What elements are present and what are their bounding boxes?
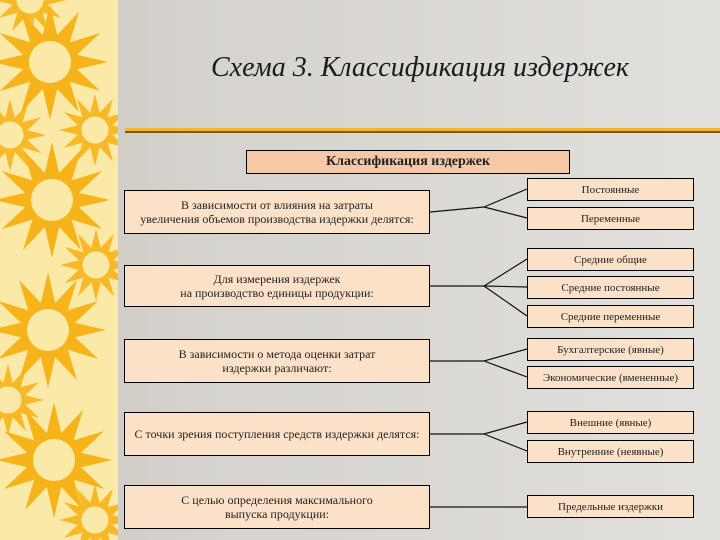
type-box-1-2: Средние переменные: [527, 305, 694, 328]
criterion-label-0: В зависимости от влияния на затраты увеличения объемов производства издержки делятся:: [140, 198, 414, 226]
type-box-0-1: Переменные: [527, 207, 694, 230]
type-box-0-0: Постоянные: [527, 178, 694, 201]
connector-line-1-1: [484, 286, 527, 287]
criterion-label-3: С точки зрения поступления средств издержки делятся:: [134, 427, 420, 441]
criterion-label-1: Для измерения издержек на производство единицы продукции:: [180, 272, 374, 300]
connector-line-2-0: [484, 349, 527, 361]
connector-line-1-2: [484, 286, 527, 316]
type-box-4-0: Предельные издержки: [527, 495, 694, 518]
type-box-2-1: Экономические (вмененные): [527, 366, 694, 389]
criterion-box-4: [124, 485, 430, 529]
type-box-2-0: Бухгалтерские (явные): [527, 338, 694, 361]
connector-line-1-0: [484, 259, 527, 286]
criterion-label-2: В зависимости о метода оценки затрат издержки различают:: [178, 347, 376, 375]
type-box-1-1: Средние постоянные: [527, 276, 694, 299]
criterion-box-2: [124, 339, 430, 383]
type-box-3-1: Внутренние (неявные): [527, 440, 694, 463]
connector-line-2-1: [484, 361, 527, 377]
criterion-box-3: [124, 412, 430, 456]
criterion-label-4: С целью определения максимального выпуска продукции:: [181, 493, 373, 521]
slide-title: Схема 3. Классификация издержек: [211, 52, 629, 83]
connector-line-0-s: [430, 207, 484, 212]
connector-line-0-0: [484, 189, 527, 207]
classification-header: Классификация издержек: [246, 150, 570, 174]
criterion-box-0: [124, 190, 430, 234]
connector-line-3-0: [484, 422, 527, 434]
connector-line-3-1: [484, 434, 527, 451]
connector-line-0-1: [484, 207, 527, 218]
criterion-box-1: [124, 265, 430, 307]
type-box-3-0: Внешние (явные): [527, 411, 694, 434]
type-box-1-0: Средние общие: [527, 248, 694, 271]
